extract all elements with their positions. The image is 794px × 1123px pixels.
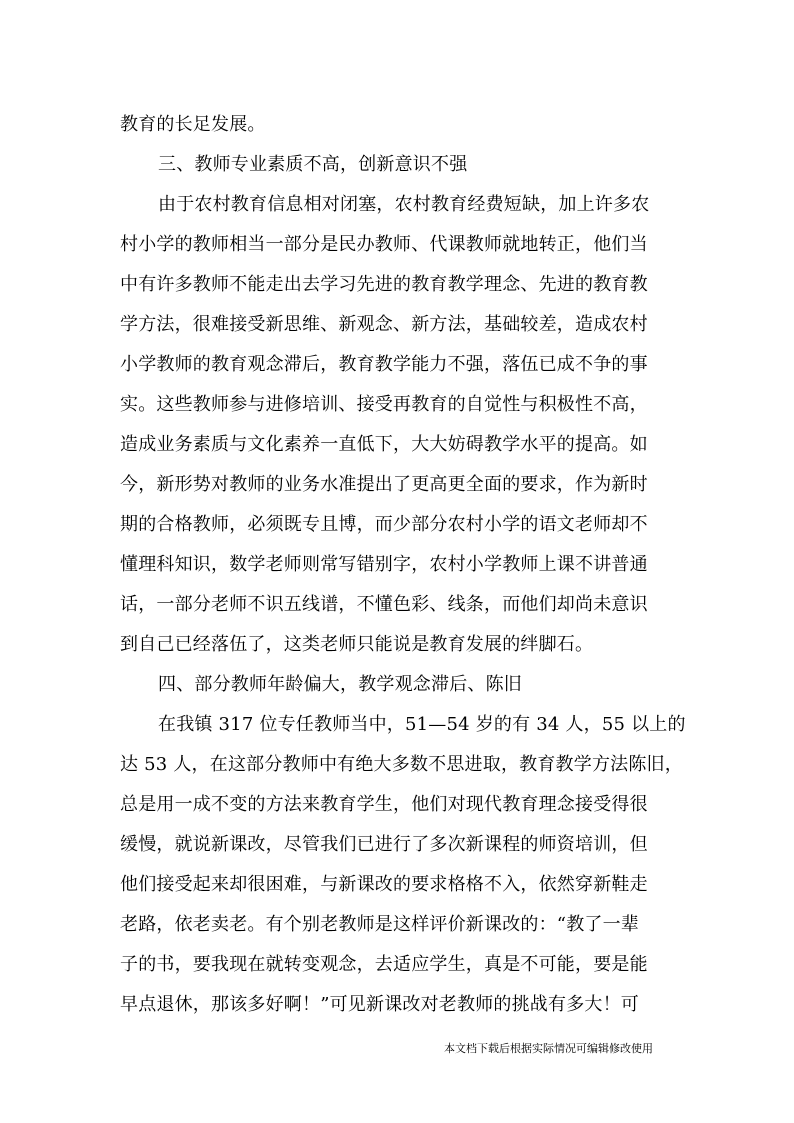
- text-line-21: 老路，依老卖老。有个别老教师是这样评价新课改的：“教了一辈: [120, 914, 639, 935]
- text-line-11: 期的合格教师，必须既专且博，而少部分农村小学的语文老师却不: [120, 514, 648, 535]
- paragraph-start-line: 在我镇 317 位专任教师当中，51—54 岁的有 34 人，55 以上的: [158, 714, 686, 735]
- text-line-14: 到自己已经落伍了，这类老师只能说是教育发展的绊脚石。: [120, 634, 594, 655]
- section-heading-3: 三、教师专业素质不高，创新意识不强: [158, 154, 468, 175]
- text-line-12: 懂理科知识，数学老师则常写错别字，农村小学教师上课不讲普通: [120, 554, 648, 575]
- text-line-19: 缓慢，就说新课改，尽管我们已进行了多次新课程的师资培训，但: [120, 834, 648, 855]
- paragraph-start-line: 由于农村教育信息相对闭塞，农村教育经费短缺，加上许多农: [158, 194, 650, 215]
- text-line-17: 达 53 人，在这部分教师中有绝大多数不思进取，教育教学方法陈旧，: [120, 754, 683, 775]
- page-footer-note: 本文档下载后根据实际情况可编辑修改使用: [444, 1042, 653, 1055]
- text-line-7: 小学教师的教育观念滞后，教育教学能力不强，落伍已成不争的事: [120, 354, 648, 375]
- text-line-20: 他们接受起来却很困难，与新课改的要求格格不入，依然穿新鞋走: [120, 874, 648, 895]
- text-line-9: 造成业务素质与文化素养一直低下，大大妨碍教学水平的提高。如: [120, 434, 648, 455]
- text-line-18: 总是用一成不变的方法来教育学生，他们对现代教育理念接受得很: [120, 794, 648, 815]
- text-line-1: 教育的长足发展。: [120, 114, 266, 135]
- text-line-5: 中有许多教师不能走出去学习先进的教育教学理念、先进的教育教: [120, 274, 648, 295]
- document-body: [120, 105, 686, 1025]
- text-line-4: 村小学的教师相当一部分是民办教师、代课教师就地转正，他们当: [120, 234, 648, 255]
- text-line-13: 话，一部分老师不识五线谱，不懂色彩、线条，而他们却尚未意识: [120, 594, 648, 615]
- section-heading-4: 四、部分教师年龄偏大，教学观念滞后、陈旧: [158, 674, 522, 695]
- text-line-10: 今，新形势对教师的业务水准提出了更高更全面的要求，作为新时: [120, 474, 648, 495]
- text-line-6: 学方法，很难接受新思维、新观念、新方法，基础较差，造成农村: [120, 314, 648, 335]
- text-line-8: 实。这些教师参与进修培训、接受再教育的自觉性与积极性不高，: [120, 394, 648, 415]
- text-line-22: 子的书，要我现在就转变观念，去适应学生，真是不可能，要是能: [120, 954, 648, 975]
- text-line-23: 早点退休，那该多好啊！”可见新课改对老教师的挑战有多大！可: [120, 994, 639, 1015]
